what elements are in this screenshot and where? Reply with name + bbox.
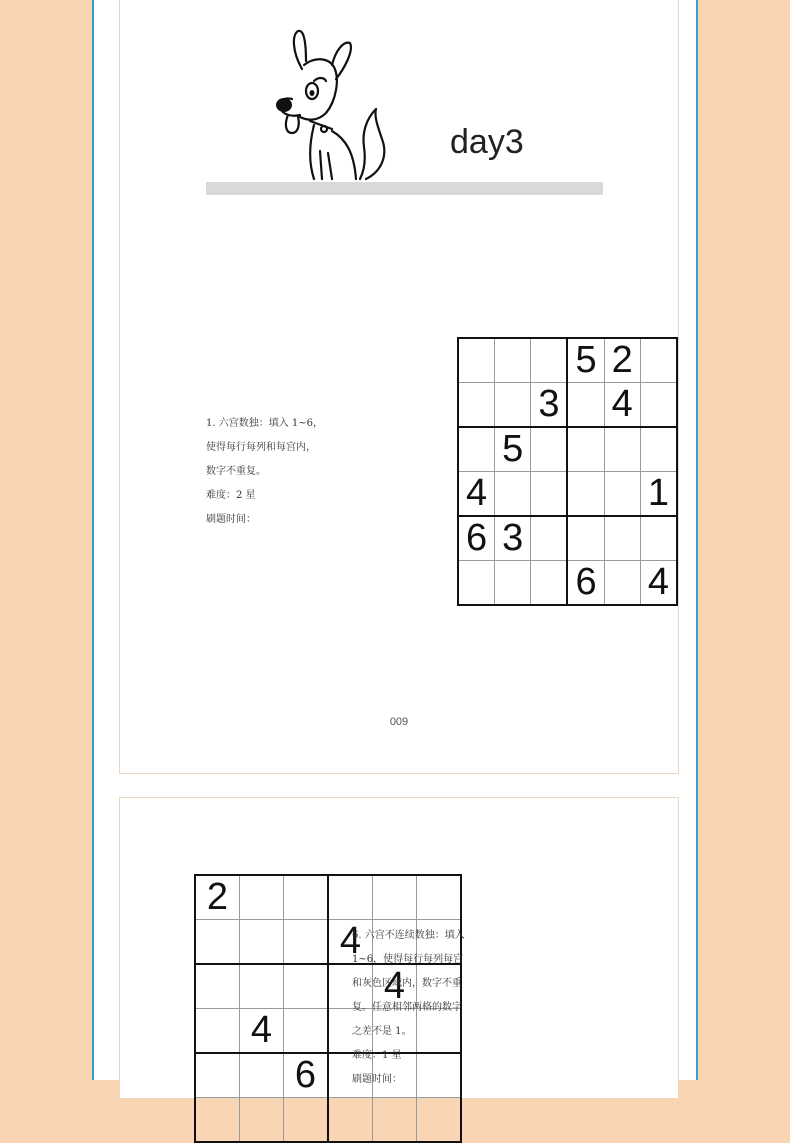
grid-cell: 6 (458, 516, 495, 561)
grid-row (458, 516, 677, 561)
grid-cell (240, 1098, 284, 1143)
grid-cell (604, 427, 640, 472)
grid-cell: 2 (604, 338, 640, 383)
grid-cell (458, 561, 495, 606)
grid-cell (640, 427, 677, 472)
grid-cell (195, 920, 240, 965)
instruction-line: 和灰色区域内，数字不重 (352, 978, 462, 989)
grid-cell (458, 427, 495, 472)
grid-cell (240, 875, 284, 920)
instruction-line: 数字不重复。 (206, 466, 266, 477)
grid-cell: 4 (373, 964, 417, 1009)
grid-cell (567, 427, 604, 472)
sudoku-grid-6x6 (457, 337, 678, 606)
grid-cell: 6 (567, 561, 604, 606)
grid-cell (604, 472, 640, 517)
puzzle-instructions-6 (352, 924, 465, 1092)
grid-cell (373, 875, 417, 920)
grid-cell: 5 (567, 338, 604, 383)
grid-cell: 6 (284, 1053, 329, 1098)
grid-cell (531, 472, 568, 517)
grid-cell (328, 1098, 373, 1143)
difficulty-line: 难度：2 星 (206, 490, 256, 501)
grid-cell (195, 1098, 240, 1143)
difficulty-line: 难度：1 星 (352, 1050, 402, 1061)
grid-cell: 4 (604, 383, 640, 428)
grid-cell (531, 561, 568, 606)
grid-cell: 4 (458, 472, 495, 517)
instruction-line: 1. 六宫数独：填入 1~6， (206, 418, 324, 429)
grid-cell (604, 561, 640, 606)
grid-cell: 2 (195, 875, 240, 920)
solve-time-line: 刷题时间： (352, 1074, 402, 1085)
grid-row (195, 875, 461, 920)
grid-cell (640, 338, 677, 383)
grid-cell: 4 (328, 920, 373, 965)
grid-cell (417, 1098, 462, 1143)
grid-cell (195, 1009, 240, 1054)
grid-row (458, 338, 677, 383)
grid-cell (531, 338, 568, 383)
instruction-line: 使得每行每列和每宫内， (206, 442, 316, 453)
cartoon-dog-illustration (270, 21, 405, 186)
instruction-line: 复。任意相邻两格的数字 (352, 1002, 462, 1013)
grid-cell (640, 383, 677, 428)
grid-cell (567, 516, 604, 561)
grid-cell (531, 516, 568, 561)
grid-cell (284, 1098, 329, 1143)
grid-cell (567, 472, 604, 517)
grid-cell (640, 516, 677, 561)
puzzle-instructions (206, 412, 323, 532)
grid-cell (567, 383, 604, 428)
grid-cell (195, 964, 240, 1009)
grid-cell (240, 1053, 284, 1098)
grid-row (458, 561, 677, 606)
grid-cell: 3 (495, 516, 531, 561)
instruction-line: 6. 六宫不连续数独：填入 (352, 930, 465, 941)
grid-cell (495, 383, 531, 428)
grid-cell (373, 1098, 417, 1143)
book-page-009 (119, 0, 679, 774)
grid-cell (240, 920, 284, 965)
grid-cell (531, 427, 568, 472)
grid-cell (284, 875, 329, 920)
grid-cell: 4 (640, 561, 677, 606)
grid-row (458, 472, 677, 517)
grid-row (458, 383, 677, 428)
grid-cell (195, 1053, 240, 1098)
instruction-line: 1~6，使得每行每列每宫 (352, 954, 464, 965)
grid-cell (458, 383, 495, 428)
grid-cell (240, 964, 284, 1009)
grid-cell (495, 338, 531, 383)
grid-cell (328, 875, 373, 920)
solve-time-line: 刷题时间： (206, 514, 256, 525)
grid-cell (458, 338, 495, 383)
grid-row (195, 1098, 461, 1143)
grid-row (458, 427, 677, 472)
page-number: 009 (389, 716, 409, 728)
grid-cell: 5 (495, 427, 531, 472)
grid-cell (604, 516, 640, 561)
grid-cell (284, 964, 329, 1009)
grid-cell (284, 920, 329, 965)
day-title: day3 (450, 123, 524, 161)
grid-cell (495, 472, 531, 517)
grid-cell: 4 (240, 1009, 284, 1054)
grid-cell (495, 561, 531, 606)
grid-cell: 3 (531, 383, 568, 428)
grid-cell: 1 (640, 472, 677, 517)
grid-cell (417, 875, 462, 920)
instruction-line: 之差不是 1。 (352, 1026, 412, 1037)
grid-cell (284, 1009, 329, 1054)
title-underline-bar (206, 182, 603, 195)
